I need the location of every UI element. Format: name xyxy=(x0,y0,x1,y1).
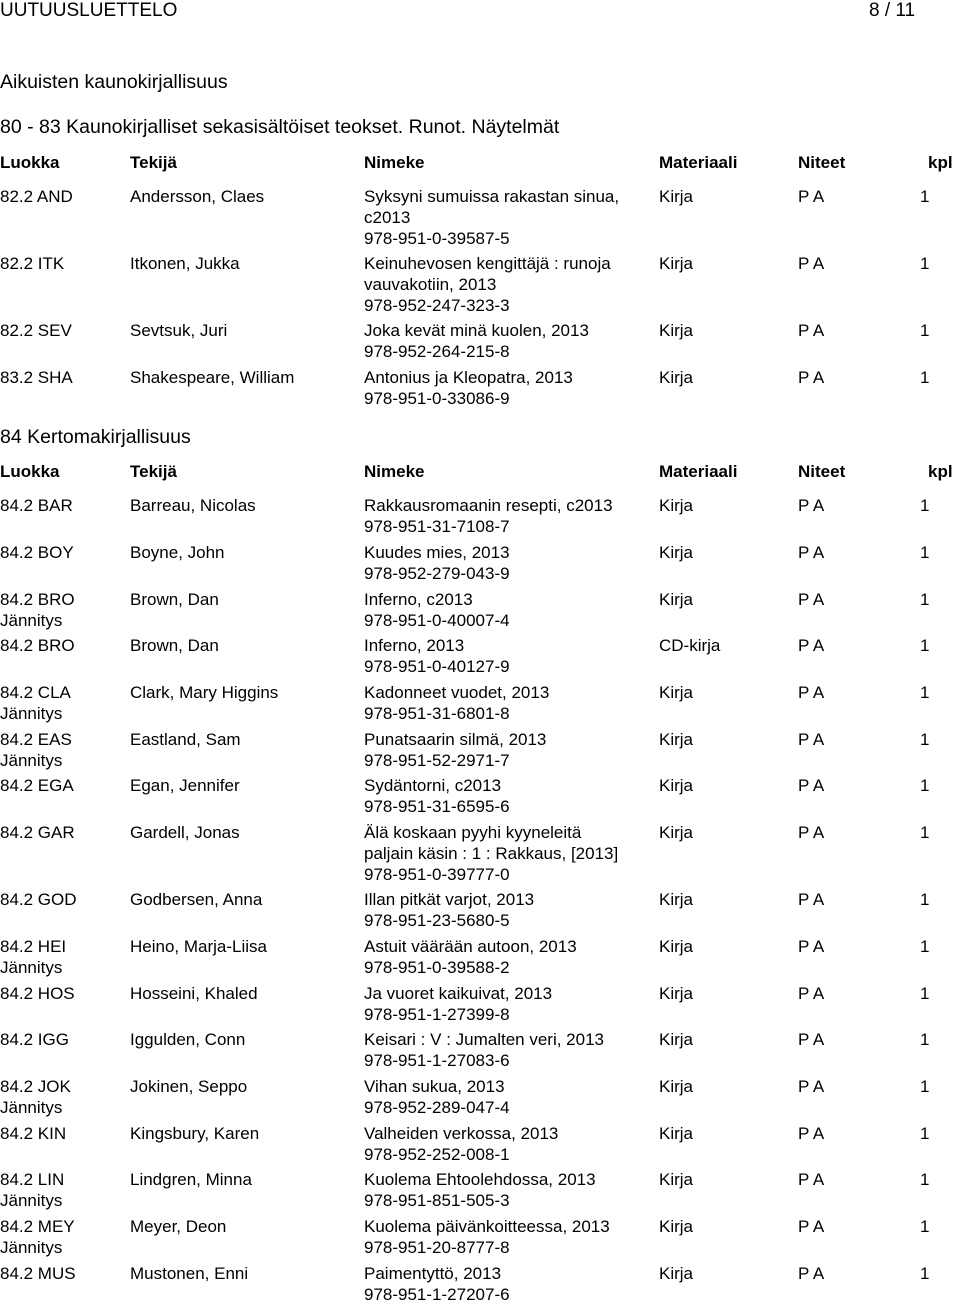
record-author: Mustonen, Enni xyxy=(130,1264,249,1283)
record-class: 84.2 HOS xyxy=(0,984,75,1003)
record-title xyxy=(364,367,654,409)
record-author: Meyer, Deon xyxy=(130,1217,227,1236)
record-luokka xyxy=(0,682,71,724)
record-isbn: 978-951-0-40127-9 xyxy=(364,657,510,676)
record-count: 1 xyxy=(920,890,930,909)
record-class: 84.2 EGA xyxy=(0,776,74,795)
record-title xyxy=(364,1029,654,1071)
record-luokka xyxy=(0,495,73,516)
record-title xyxy=(364,1169,654,1211)
record-genre: Jännitys xyxy=(0,958,63,977)
record-title xyxy=(364,822,654,885)
record-isbn: 978-951-0-40007-4 xyxy=(364,611,510,630)
record-class: 83.2 SHA xyxy=(0,368,73,387)
record-copies-location: P A xyxy=(798,590,825,609)
record-class: 84.2 IGG xyxy=(0,1030,69,1049)
record-isbn: 978-952-289-047-4 xyxy=(364,1098,510,1117)
record-title xyxy=(364,682,654,724)
record-isbn: 978-951-0-39777-0 xyxy=(364,865,510,884)
record-genre: Jännitys xyxy=(0,704,63,723)
record-author: Lindgren, Minna xyxy=(130,1170,252,1189)
record-count: 1 xyxy=(920,187,930,206)
record-copies-location: P A xyxy=(798,683,825,702)
group-title: 84 Kertomakirjallisuus xyxy=(0,426,191,448)
record-copies-location: P A xyxy=(798,543,825,562)
record-count: 1 xyxy=(920,1170,930,1189)
record-class: 84.2 LIN xyxy=(0,1170,65,1189)
record-isbn: 978-951-851-505-3 xyxy=(364,1191,510,1210)
record-title-line: Inferno, 2013 xyxy=(364,636,465,655)
column-header-row xyxy=(0,152,960,174)
record-isbn: 978-951-0-39587-5 xyxy=(364,229,510,248)
record-isbn: 978-951-52-2971-7 xyxy=(364,751,510,770)
record-class: 84.2 JOK xyxy=(0,1077,71,1096)
record-count: 1 xyxy=(920,823,930,842)
record-class: 82.2 AND xyxy=(0,187,73,206)
record-class: 84.2 BAR xyxy=(0,496,73,515)
record-count: 1 xyxy=(920,937,930,956)
record-count: 1 xyxy=(920,984,930,1003)
record-material: Kirja xyxy=(659,590,694,609)
record-copies-location: P A xyxy=(798,776,825,795)
record-author: Egan, Jennifer xyxy=(130,776,240,795)
record-title xyxy=(364,186,654,249)
record-title xyxy=(364,635,654,677)
record-title xyxy=(364,1216,654,1258)
record-copies-location: P A xyxy=(798,937,825,956)
record-material: Kirja xyxy=(659,368,694,387)
record-material: Kirja xyxy=(659,984,694,1003)
record-title-line: Kuolema päivänkoitteessa, 2013 xyxy=(364,1217,610,1236)
record-count: 1 xyxy=(920,1217,930,1236)
record-isbn: 978-951-0-33086-9 xyxy=(364,389,510,408)
record-copies-location: P A xyxy=(798,187,825,206)
record-count: 1 xyxy=(920,683,930,702)
record-title-line: Keinuhevosen kengittäjä : runoja xyxy=(364,254,611,273)
record-luokka xyxy=(0,936,66,978)
record-isbn: 978-952-247-323-3 xyxy=(364,296,510,315)
record-copies-location: P A xyxy=(798,1030,825,1049)
record-title-line: Joka kevät minä kuolen, 2013 xyxy=(364,321,589,340)
record-genre: Jännitys xyxy=(0,1191,63,1210)
record-class: 84.2 GAR xyxy=(0,823,75,842)
group-title: 80 - 83 Kaunokirjalliset sekasisältöiset teokset. Runot. Näytelmät xyxy=(0,116,560,138)
record-title-line: Keisari : V : Jumalten veri, 2013 xyxy=(364,1030,605,1049)
record-copies-location: P A xyxy=(798,984,825,1003)
record-isbn: 978-951-23-5680-5 xyxy=(364,911,510,930)
record-class: 84.2 EAS xyxy=(0,730,72,749)
record-copies-location: P A xyxy=(798,1217,825,1236)
record-isbn: 978-951-31-6801-8 xyxy=(364,704,510,723)
record-author: Itkonen, Jukka xyxy=(130,254,240,273)
record-luokka xyxy=(0,822,75,843)
column-header-nimeke: Nimeke xyxy=(364,153,425,172)
record-material: Kirja xyxy=(659,254,694,273)
record-class: 84.2 BRO xyxy=(0,636,75,655)
record-material: Kirja xyxy=(659,1170,694,1189)
record-count: 1 xyxy=(920,636,930,655)
record-material: Kirja xyxy=(659,1030,694,1049)
record-title xyxy=(364,320,654,362)
record-luokka xyxy=(0,1263,76,1284)
section-title: Aikuisten kaunokirjallisuus xyxy=(0,71,228,93)
record-material: Kirja xyxy=(659,823,694,842)
record-title-line: Älä koskaan pyyhi kyyneleitä xyxy=(364,823,582,842)
record-class: 84.2 BOY xyxy=(0,543,74,562)
record-copies-location: P A xyxy=(798,254,825,273)
record-genre: Jännitys xyxy=(0,1238,63,1257)
column-header-tekija: Tekijä xyxy=(130,462,177,481)
record-author: Sevtsuk, Juri xyxy=(130,321,228,340)
record-luokka xyxy=(0,186,73,207)
record-author: Iggulden, Conn xyxy=(130,1030,246,1049)
record-author: Gardell, Jonas xyxy=(130,823,240,842)
record-luokka xyxy=(0,1076,71,1118)
record-title-line: Antonius ja Kleopatra, 2013 xyxy=(364,368,573,387)
record-isbn: 978-951-31-6595-6 xyxy=(364,797,510,816)
record-author: Andersson, Claes xyxy=(130,187,265,206)
record-title-line: Kuolema Ehtoolehdossa, 2013 xyxy=(364,1170,596,1189)
column-header-kpl: kpl xyxy=(928,153,953,172)
record-count: 1 xyxy=(920,1077,930,1096)
record-count: 1 xyxy=(920,776,930,795)
record-author: Hosseini, Khaled xyxy=(130,984,258,1003)
record-title xyxy=(364,936,654,978)
record-luokka xyxy=(0,1123,66,1144)
record-count: 1 xyxy=(920,590,930,609)
record-count: 1 xyxy=(920,1030,930,1049)
record-luokka xyxy=(0,542,74,563)
record-class: 84.2 KIN xyxy=(0,1124,67,1143)
record-count: 1 xyxy=(920,1124,930,1143)
record-luokka xyxy=(0,775,74,796)
record-luokka xyxy=(0,983,75,1004)
record-material: Kirja xyxy=(659,730,694,749)
record-title xyxy=(364,775,654,817)
record-author: Kingsbury, Karen xyxy=(130,1124,260,1143)
record-class: 84.2 MUS xyxy=(0,1264,76,1283)
record-luokka xyxy=(0,589,75,631)
record-isbn: 978-952-252-008-1 xyxy=(364,1145,510,1164)
record-author: Boyne, John xyxy=(130,543,225,562)
record-material: Kirja xyxy=(659,187,694,206)
record-luokka xyxy=(0,635,75,656)
record-title-line: Illan pitkät varjot, 2013 xyxy=(364,890,535,909)
record-title-line: Kadonneet vuodet, 2013 xyxy=(364,683,550,702)
record-title-line: Astuit väärään autoon, 2013 xyxy=(364,937,577,956)
record-material: Kirja xyxy=(659,1217,694,1236)
record-isbn: 978-951-31-7108-7 xyxy=(364,517,510,536)
record-title-line: Vihan sukua, 2013 xyxy=(364,1077,505,1096)
record-title xyxy=(364,542,654,584)
record-class: 84.2 MEY xyxy=(0,1217,75,1236)
record-title xyxy=(364,589,654,631)
column-header-materiaali: Materiaali xyxy=(659,153,738,172)
record-copies-location: P A xyxy=(798,1170,825,1189)
column-header-materiaali: Materiaali xyxy=(659,462,738,481)
record-author: Jokinen, Seppo xyxy=(130,1077,248,1096)
record-author: Clark, Mary Higgins xyxy=(130,683,279,702)
record-material: Kirja xyxy=(659,890,694,909)
record-author: Barreau, Nicolas xyxy=(130,496,256,515)
record-author: Brown, Dan xyxy=(130,590,219,609)
record-copies-location: P A xyxy=(798,496,825,515)
record-count: 1 xyxy=(920,730,930,749)
record-title xyxy=(364,729,654,771)
record-luokka xyxy=(0,1029,69,1050)
record-copies-location: P A xyxy=(798,1077,825,1096)
record-title-line: Kuudes mies, 2013 xyxy=(364,543,510,562)
record-title-line: paljain käsin : 1 : Rakkaus, [2013] xyxy=(364,844,619,863)
column-header-row xyxy=(0,461,960,483)
column-header-kpl: kpl xyxy=(928,462,953,481)
record-copies-location: P A xyxy=(798,368,825,387)
record-author: Eastland, Sam xyxy=(130,730,241,749)
record-material: Kirja xyxy=(659,1264,694,1283)
record-title-line: Paimentyttö, 2013 xyxy=(364,1264,502,1283)
record-count: 1 xyxy=(920,368,930,387)
record-luokka xyxy=(0,320,72,341)
record-author: Heino, Marja-Liisa xyxy=(130,937,267,956)
record-copies-location: P A xyxy=(798,730,825,749)
record-luokka xyxy=(0,1169,64,1211)
record-copies-location: P A xyxy=(798,1124,825,1143)
record-count: 1 xyxy=(920,496,930,515)
record-material: Kirja xyxy=(659,496,694,515)
record-material: Kirja xyxy=(659,1124,694,1143)
record-material: Kirja xyxy=(659,683,694,702)
record-material: Kirja xyxy=(659,776,694,795)
record-title xyxy=(364,1076,654,1118)
record-author: Brown, Dan xyxy=(130,636,219,655)
record-class: 84.2 BRO xyxy=(0,590,75,609)
record-title xyxy=(364,495,654,537)
record-count: 1 xyxy=(920,321,930,340)
record-copies-location: P A xyxy=(798,823,825,842)
record-isbn: 978-951-20-8777-8 xyxy=(364,1238,510,1257)
record-title-line: Ja vuoret kaikuivat, 2013 xyxy=(364,984,553,1003)
record-genre: Jännitys xyxy=(0,1098,63,1117)
record-luokka xyxy=(0,253,64,274)
record-isbn: 978-951-1-27207-6 xyxy=(364,1285,510,1304)
record-material: Kirja xyxy=(659,1077,694,1096)
record-class: 84.2 HEI xyxy=(0,937,67,956)
column-header-luokka: Luokka xyxy=(0,153,60,172)
record-isbn: 978-951-1-27083-6 xyxy=(364,1051,510,1070)
record-copies-location: P A xyxy=(798,1264,825,1283)
record-title xyxy=(364,1263,654,1305)
record-title-line: vauvakotiin, 2013 xyxy=(364,275,497,294)
record-material: Kirja xyxy=(659,543,694,562)
record-count: 1 xyxy=(920,1264,930,1283)
record-material: CD-kirja xyxy=(659,636,721,655)
record-author: Godbersen, Anna xyxy=(130,890,263,909)
column-header-tekija: Tekijä xyxy=(130,153,177,172)
record-class: 84.2 GOD xyxy=(0,890,77,909)
record-title xyxy=(364,983,654,1025)
record-isbn: 978-952-279-043-9 xyxy=(364,564,510,583)
record-luokka xyxy=(0,729,72,771)
record-material: Kirja xyxy=(659,321,694,340)
record-copies-location: P A xyxy=(798,636,825,655)
record-genre: Jännitys xyxy=(0,751,63,770)
column-header-nimeke: Nimeke xyxy=(364,462,425,481)
record-isbn: 978-951-1-27399-8 xyxy=(364,1005,510,1024)
record-title-line: Sydäntorni, c2013 xyxy=(364,776,502,795)
column-header-niteet: Niteet xyxy=(798,153,846,172)
record-luokka xyxy=(0,889,77,910)
record-class: 82.2 SEV xyxy=(0,321,72,340)
column-header-niteet: Niteet xyxy=(798,462,846,481)
record-isbn: 978-952-264-215-8 xyxy=(364,342,510,361)
record-title-line: Valheiden verkossa, 2013 xyxy=(364,1124,559,1143)
record-author: Shakespeare, William xyxy=(130,368,295,387)
record-isbn: 978-951-0-39588-2 xyxy=(364,958,510,977)
record-title-line: c2013 xyxy=(364,208,411,227)
document-title: UUTUUSLUETTELO xyxy=(0,0,178,21)
record-title xyxy=(364,253,654,316)
record-title-line: Punatsaarin silmä, 2013 xyxy=(364,730,547,749)
record-title-line: Inferno, c2013 xyxy=(364,590,473,609)
record-count: 1 xyxy=(920,543,930,562)
record-genre: Jännitys xyxy=(0,611,63,630)
record-copies-location: P A xyxy=(798,321,825,340)
record-class: 82.2 ITK xyxy=(0,254,65,273)
record-count: 1 xyxy=(920,254,930,273)
record-copies-location: P A xyxy=(798,890,825,909)
record-material: Kirja xyxy=(659,937,694,956)
record-luokka xyxy=(0,1216,75,1258)
record-luokka xyxy=(0,367,73,388)
record-title-line: Syksyni sumuissa rakastan sinua, xyxy=(364,187,620,206)
record-class: 84.2 CLA xyxy=(0,683,71,702)
column-header-luokka: Luokka xyxy=(0,462,60,481)
record-title-line: Rakkausromaanin resepti, c2013 xyxy=(364,496,613,515)
record-title xyxy=(364,1123,654,1165)
record-title xyxy=(364,889,654,931)
page-number: 8 / 11 xyxy=(869,0,916,21)
